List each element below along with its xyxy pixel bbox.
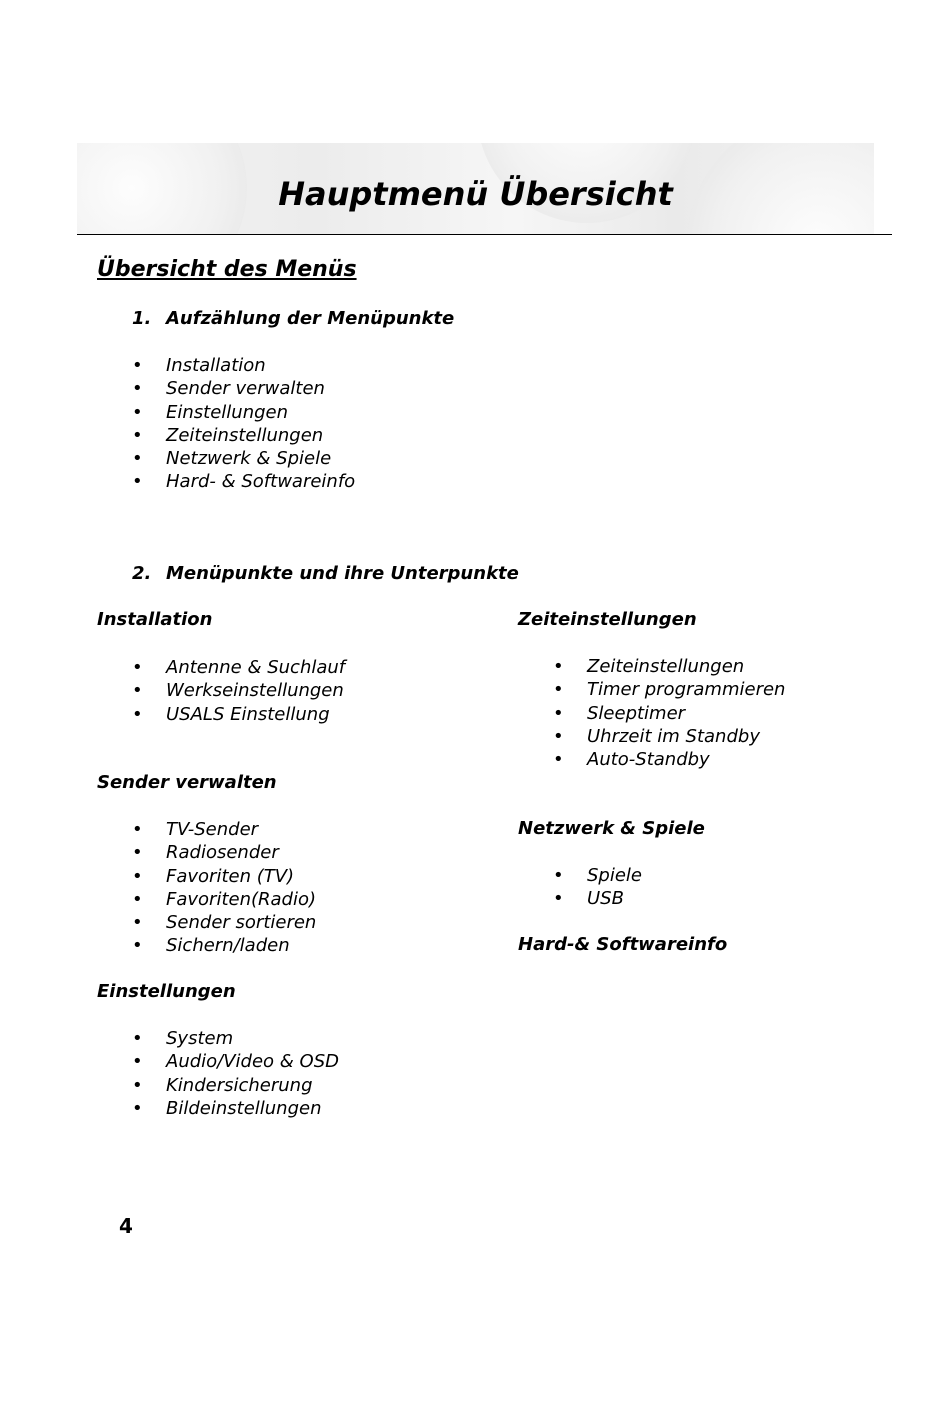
list-item: • Einstellungen bbox=[132, 401, 355, 424]
group-title-sender: Sender verwalten bbox=[97, 772, 277, 793]
list-item: • Hard- & Softwareinfo bbox=[132, 470, 355, 493]
list-item: • Spiele bbox=[553, 864, 642, 887]
list-item: • Antenne & Suchlauf bbox=[132, 656, 345, 679]
list-item: • Audio/Video & OSD bbox=[132, 1050, 339, 1073]
header-divider bbox=[77, 234, 892, 235]
list-item: • Auto-Standby bbox=[553, 748, 785, 771]
list-item: • Sichern/laden bbox=[132, 934, 316, 957]
section-title: Übersicht des Menüs bbox=[97, 257, 357, 282]
group-list-sender bbox=[132, 818, 316, 958]
group-list-installation bbox=[132, 656, 345, 726]
header-banner bbox=[77, 143, 874, 235]
list-item: • Zeiteinstellungen bbox=[553, 655, 785, 678]
list-item: • System bbox=[132, 1027, 339, 1050]
list-item: • Favoriten(Radio) bbox=[132, 888, 316, 911]
list-item: • Kindersicherung bbox=[132, 1074, 339, 1097]
group-title-netzwerk: Netzwerk & Spiele bbox=[518, 818, 705, 839]
list-item: • Radiosender bbox=[132, 841, 316, 864]
list-item: • Werkseinstellungen bbox=[132, 679, 345, 702]
list-item: • USB bbox=[553, 887, 642, 910]
list-item: • Uhrzeit im Standby bbox=[553, 725, 785, 748]
group-list-netzwerk bbox=[553, 864, 642, 911]
menu-items-list bbox=[132, 354, 355, 494]
list-item: • Favoriten (TV) bbox=[132, 865, 316, 888]
list2-heading bbox=[132, 563, 519, 584]
group-list-einstellungen bbox=[132, 1027, 339, 1120]
list-item: • Zeiteinstellungen bbox=[132, 424, 355, 447]
group-title-zeit: Zeiteinstellungen bbox=[518, 609, 697, 630]
group-list-zeit bbox=[553, 655, 785, 771]
list-item: • Sleeptimer bbox=[553, 702, 785, 725]
list-item: • Sender sortieren bbox=[132, 911, 316, 934]
list2-number: 2. bbox=[132, 563, 152, 584]
list1-number: 1. bbox=[132, 308, 152, 329]
list-item: • USALS Einstellung bbox=[132, 703, 345, 726]
group-title-installation: Installation bbox=[97, 609, 213, 630]
list-item: • Bildeinstellungen bbox=[132, 1097, 339, 1120]
list1-title: Aufzählung der Menüpunkte bbox=[166, 308, 455, 329]
page-number: 4 bbox=[119, 1214, 133, 1238]
list-item: • Timer programmieren bbox=[553, 678, 785, 701]
page-title: Hauptmenü Übersicht bbox=[278, 175, 673, 213]
group-title-einstellungen: Einstellungen bbox=[97, 981, 236, 1002]
list-item: • Installation bbox=[132, 354, 355, 377]
list2-title: Menüpunkte und ihre Unterpunkte bbox=[166, 563, 519, 584]
list-item: • Netzwerk & Spiele bbox=[132, 447, 355, 470]
list-item: • Sender verwalten bbox=[132, 377, 355, 400]
group-title-info: Hard-& Softwareinfo bbox=[518, 934, 728, 955]
list1-heading bbox=[132, 308, 454, 329]
list-item: • TV-Sender bbox=[132, 818, 316, 841]
